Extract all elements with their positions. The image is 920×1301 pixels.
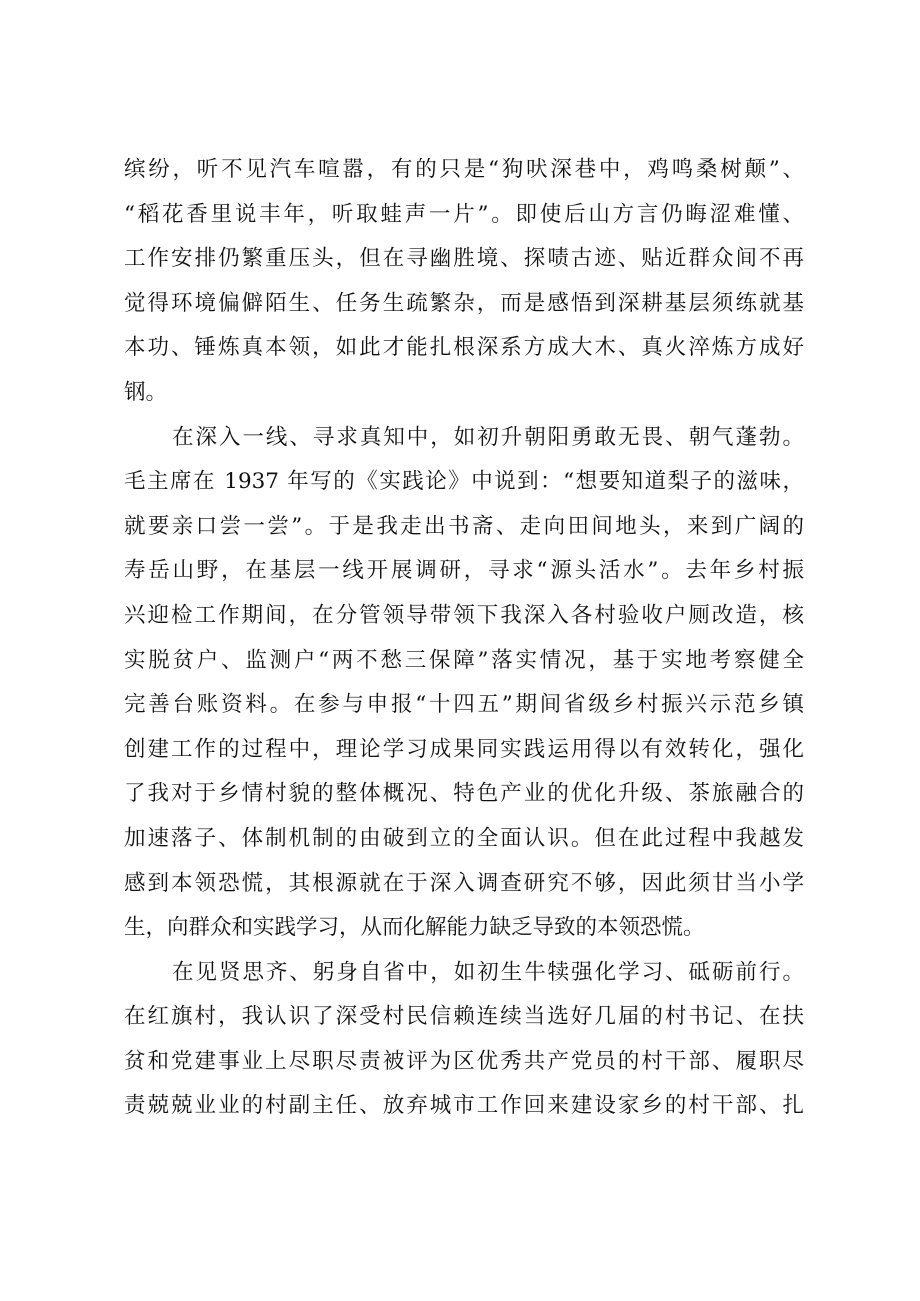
- text-line: 兴迎检工作期间，在分管领导带领下我深入各村验收户厕改造，核: [124, 602, 804, 628]
- text-line: 在红旗村，我认识了深受村民信赖连续当选好几届的村书记、在扶: [124, 1004, 804, 1030]
- text-line: 实脱贫户、监测户“两不愁三保障”落实情况，基于实地考察健全: [124, 647, 804, 673]
- text-line: 贫和党建事业上尽职尽责被评为区优秀共产党员的村干部、履职尽: [124, 1048, 804, 1074]
- text-line: 工作安排仍繁重压头，但在寻幽胜境、探啧古迹、贴近群众间不再: [124, 246, 804, 272]
- text-line: 就要亲口尝一尝”。于是我走出书斋、走向田间地头，来到广阔的: [124, 513, 804, 539]
- text-line: 了我对于乡情村貌的整体概况、特色产业的优化升级、茶旅融合的: [124, 781, 804, 807]
- text-line: “稻花香里说丰年，听取蛙声一片”。即使后山方言仍晦涩难懂、: [124, 201, 804, 227]
- text-line: 本功、锤炼真本领，如此才能扎根深系方成大木、真火淬炼方成好: [124, 335, 804, 361]
- text-line: 感到本领恐慌，其根源就在于深入调查研究不够，因此须甘当小学: [124, 870, 804, 896]
- text-line: 加速落子、体制机制的由破到立的全面认识。但在此过程中我越发: [124, 825, 804, 851]
- paragraph-first-line: 在见贤思齐、躬身自省中，如初生牛犊强化学习、砥砺前行。: [172, 959, 804, 985]
- text-line: 生，向群众和实践学习，从而化解能力缺乏导致的本领恐慌。: [124, 915, 705, 941]
- document-body: [124, 148, 804, 1129]
- text-line: 创建工作的过程中，理论学习成果同实践运用得以有效转化，强化: [124, 736, 804, 762]
- text-line: 完善台账资料。在参与申报“十四五”期间省级乡村振兴示范乡镇: [124, 692, 804, 718]
- paragraph-first-line: 在深入一线、寻求真知中，如初升朝阳勇敢无畏、朝气蓬勃。: [172, 424, 804, 450]
- text-line: 觉得环境偏僻陌生、任务生疏繁杂，而是感悟到深耕基层须练就基: [124, 290, 804, 316]
- text-line: 责兢兢业业的村副主任、放弃城市工作回来建设家乡的村干部、扎: [124, 1093, 804, 1119]
- text-line: 缤纷，听不见汽车喧嚣，有的只是“狗吠深巷中，鸡鸣桑树颠”、: [124, 157, 804, 182]
- text-line: 寿岳山野，在基层一线开展调研，寻求“源头活水”。去年乡村振: [124, 558, 804, 584]
- text-line: 毛主席在 1937 年写的《实践论》中说到：“想要知道梨子的滋味，: [124, 469, 804, 495]
- text-line: 钢。: [124, 379, 168, 405]
